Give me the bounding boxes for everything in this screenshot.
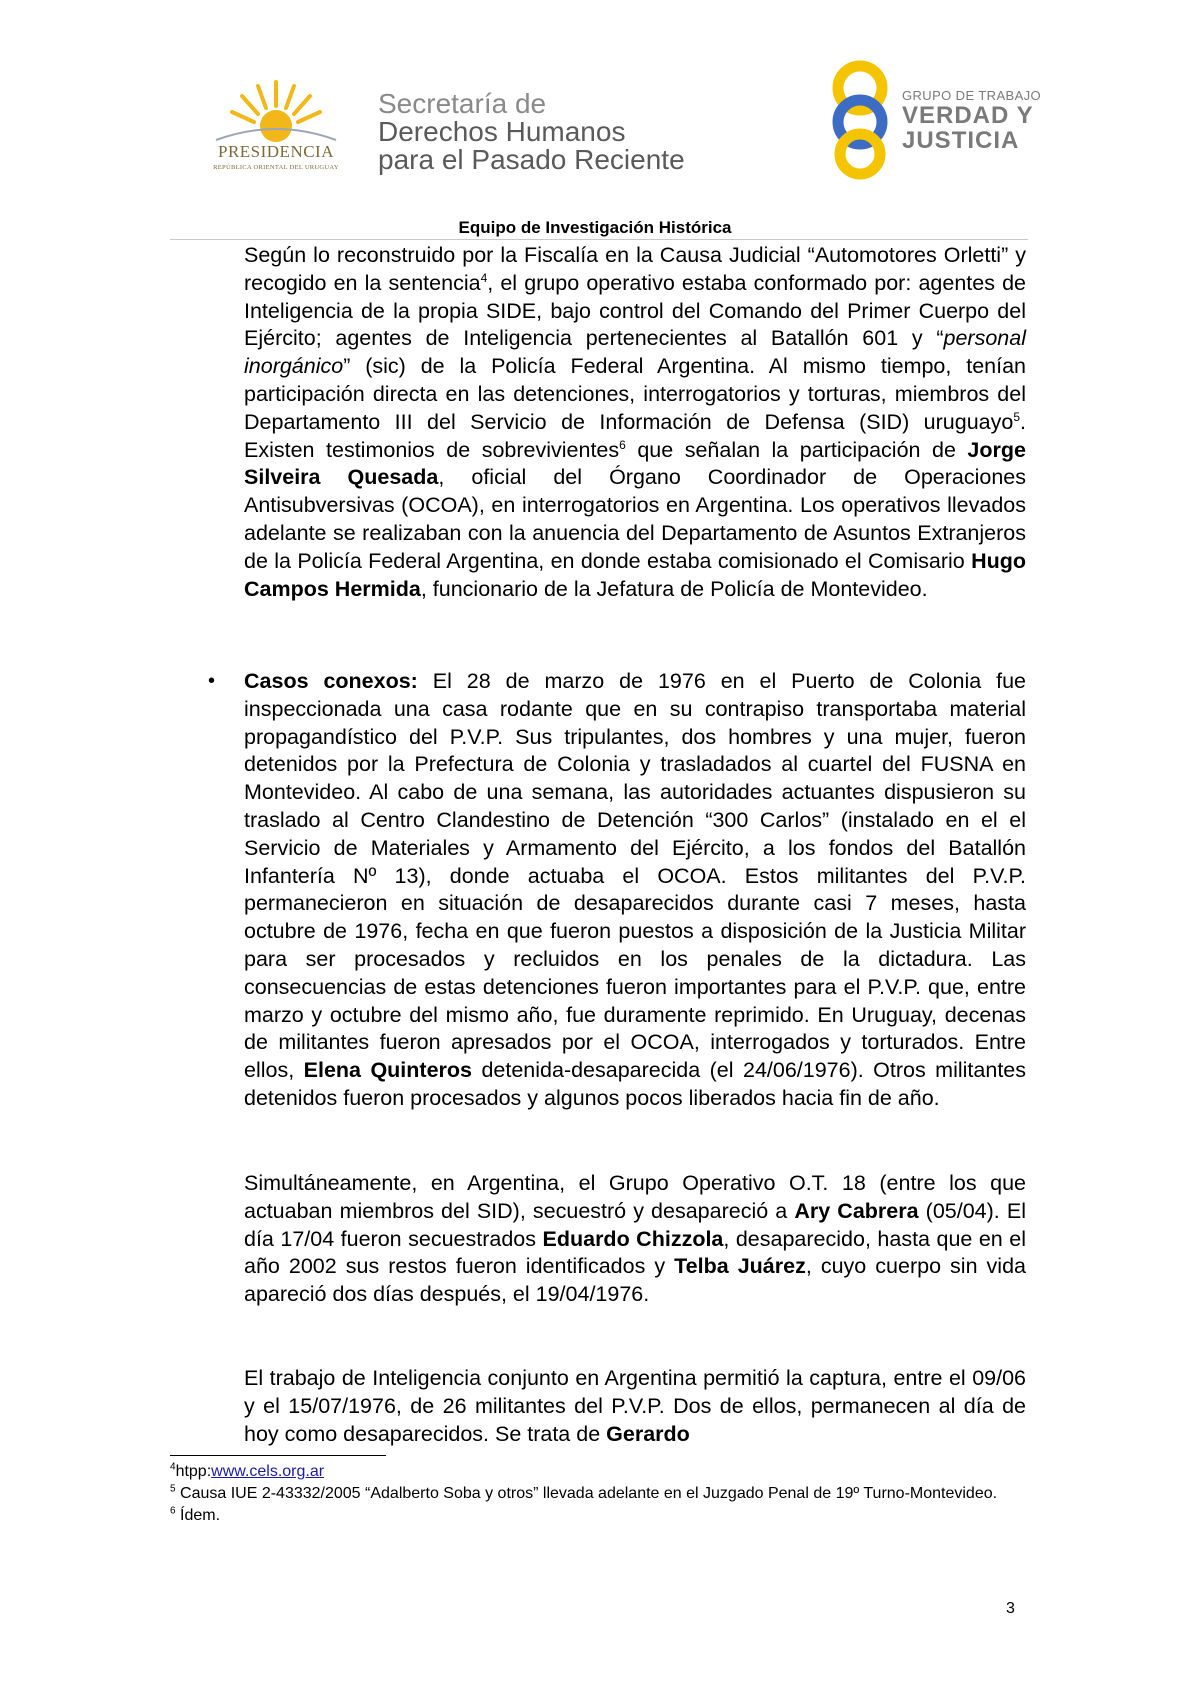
department-heading: Equipo de Investigación Histórica bbox=[458, 218, 732, 237]
text-run: , desaparecido, hasta que en el año 2002 sus restos fueron identificados y bbox=[244, 1226, 1026, 1279]
paragraph-2 bbox=[244, 668, 1026, 1113]
text-run: . Existen testimonios de sobrevivientes bbox=[244, 409, 1026, 462]
gvj-line-1: GRUPO DE TRABAJO bbox=[902, 88, 1042, 103]
text-run: detenida-desaparecida (el 24/06/1976). Otros militantes detenidos fueron procesados y algunos pocos liberados hacia fin de año. bbox=[244, 1058, 1026, 1110]
bold-name: Eduardo Chizzola bbox=[542, 1226, 724, 1251]
text-run: , oficial del Órgano Coordinador de Operaciones Antisubversivas (OCOA), en interrogatorios en Argentina. Los operativos llevados adelante se realizaban con la anuencia del Departamento de Asuntos Extranjeros de la Policía Federal Argentina, en donde estaba comisionado el Comisario bbox=[244, 465, 1027, 573]
footnote-5-number: 5 bbox=[170, 1483, 176, 1495]
gvj-line-2: VERDAD Y bbox=[902, 102, 1034, 129]
presidencia-sublabel: REPÚBLICA ORIENTAL DEL URUGUAY bbox=[213, 164, 339, 171]
text-run: Según lo reconstruido por la Fiscalía en la Causa Judicial “Automotores Orletti” y recogido en la sentencia bbox=[244, 243, 1026, 295]
footnote-4-prefix: htpp: bbox=[175, 1463, 212, 1480]
footnote-6-number: 6 bbox=[170, 1505, 176, 1517]
bold-name: Hugo Campos Hermida bbox=[244, 548, 1026, 601]
verdad-justicia-logo-icon bbox=[822, 58, 912, 180]
text-run: (05/04). El día 17/04 fueron secuestrados bbox=[244, 1198, 1026, 1251]
paragraph-4 bbox=[244, 1365, 1026, 1448]
paragraph-1-text bbox=[244, 242, 1026, 603]
secretaria-title bbox=[378, 90, 685, 174]
paragraph-1 bbox=[244, 242, 1026, 603]
footnote-5-text: Causa IUE 2-43332/2005 “Adalberto Soba y otros” llevada adelante en el Juzgado Penal de 19º Turno-Montevideo. bbox=[175, 1485, 998, 1502]
presidencia-logo bbox=[196, 78, 356, 178]
footnotes bbox=[170, 1461, 1028, 1527]
sun-emblem-icon bbox=[196, 78, 356, 144]
bold-name: Gerardo bbox=[606, 1421, 690, 1446]
text-run: ” (sic) de la Policía Federal Argentina. Al mismo tiempo, tenían participación directa en las detenciones, interrogatorios y torturas, miembros del Departamento III del Servicio de Información de Defensa (SID) uruguayo bbox=[244, 354, 1026, 434]
bold-name: Elena Quinteros bbox=[303, 1058, 472, 1083]
paragraph-3 bbox=[244, 1170, 1026, 1309]
paragraph-2-text bbox=[244, 668, 1026, 1113]
paragraph-3-text bbox=[244, 1170, 1026, 1309]
footnote-ref: 4 bbox=[480, 270, 488, 285]
secretaria-line-1: Secretaría de bbox=[378, 88, 547, 119]
secretaria-line-2: Derechos Humanos bbox=[378, 116, 626, 147]
text-run: Simultáneamente, en Argentina, el Grupo Operativo O.T. 18 (entre los que actuaban miembros del SID), secuestró y desapareció a bbox=[244, 1171, 1026, 1223]
paragraph-4-text bbox=[244, 1365, 1026, 1448]
footnote-4 bbox=[170, 1461, 1028, 1483]
text-run: , funcionario de la Jefatura de Policía de Montevideo. bbox=[420, 576, 928, 601]
footnote-ref: 6 bbox=[619, 437, 626, 452]
bold-name: Telba Juárez bbox=[674, 1254, 806, 1279]
bold-name: Casos conexos: bbox=[244, 669, 418, 693]
text-run: El trabajo de Inteligencia conjunto en Argentina permitió la captura, entre el 09/06 y el 15/07/1976, de 26 militantes del P.V.P. Dos de ellos, permanecen al día de hoy como desaparecidos. Se trata de bbox=[244, 1366, 1026, 1446]
footnote-rule bbox=[170, 1455, 386, 1456]
text-run: que señalan la participación de bbox=[625, 437, 968, 462]
footnote-ref: 5 bbox=[1013, 409, 1021, 424]
text-run: , el grupo operativo estaba conformado por: agentes de Inteligencia de la propia SIDE, bajo control del Comando del Primer Cuerpo del Ejército; agentes de Inteligencia pertenecientes al Batallón 601 y “ bbox=[244, 270, 1027, 351]
presidencia-label: PRESIDENCIA bbox=[217, 142, 334, 161]
footnote-6 bbox=[170, 1505, 1028, 1527]
bold-name: Ary Cabrera bbox=[794, 1198, 919, 1223]
footnote-5 bbox=[170, 1483, 1028, 1505]
bullet-icon: • bbox=[208, 670, 216, 692]
secretaria-line-3: para el Pasado Reciente bbox=[378, 144, 685, 175]
header-divider bbox=[170, 239, 1028, 240]
text-run: , cuyo cuerpo sin vida apareció dos días después, el 19/04/1976. bbox=[244, 1254, 1026, 1307]
page-number: 3 bbox=[1006, 1600, 1015, 1617]
bold-name: Jorge Silveira Quesada bbox=[244, 437, 1026, 490]
verdad-justicia-title bbox=[902, 88, 1041, 153]
italic-text: personal inorgánico bbox=[244, 326, 1026, 379]
footnote-6-text: Ídem. bbox=[175, 1507, 221, 1524]
gvj-line-3: JUSTICIA bbox=[902, 127, 1020, 154]
footnote-4-link[interactable]: www.cels.org.ar bbox=[211, 1463, 325, 1480]
text-run: El 28 de marzo de 1976 en el Puerto de Colonia fue inspeccionada una casa rodante que en su contrapiso transportaba material propagandístico del P.V.P. Sus tripulantes, dos hombres y una mujer, fueron detenidos por la Prefectura de Colonia y trasladados al cuartel del FUSNA en Montevideo. Al cabo de una semana, las autoridades actuantes dispusieron su traslado al Centro Clandestino de Detención “300 Carlos” (instalado en el el Servicio de Materiales y Armamento del Ejército, a los fondos del Batallón Infantería Nº 13), donde actuaba el OCOA. Estos militantes del P.V.P. permanecieron en situación de desaparecidos durante casi 7 meses, hasta octubre de 1976, fecha en que fueron puestos a disposición de la Justicia Militar para ser procesados y recluidos en los penales de la dictadura. Las consecuencias de estas detenciones fueron importantes para el P.V.P. que, entre marzo y octubre del mismo año, fue duramente reprimido. En Uruguay, decenas de militantes fueron apresados por el OCOA, interrogados y torturados. Entre ellos, bbox=[244, 669, 1026, 1083]
footnote-4-number: 4 bbox=[170, 1461, 176, 1473]
